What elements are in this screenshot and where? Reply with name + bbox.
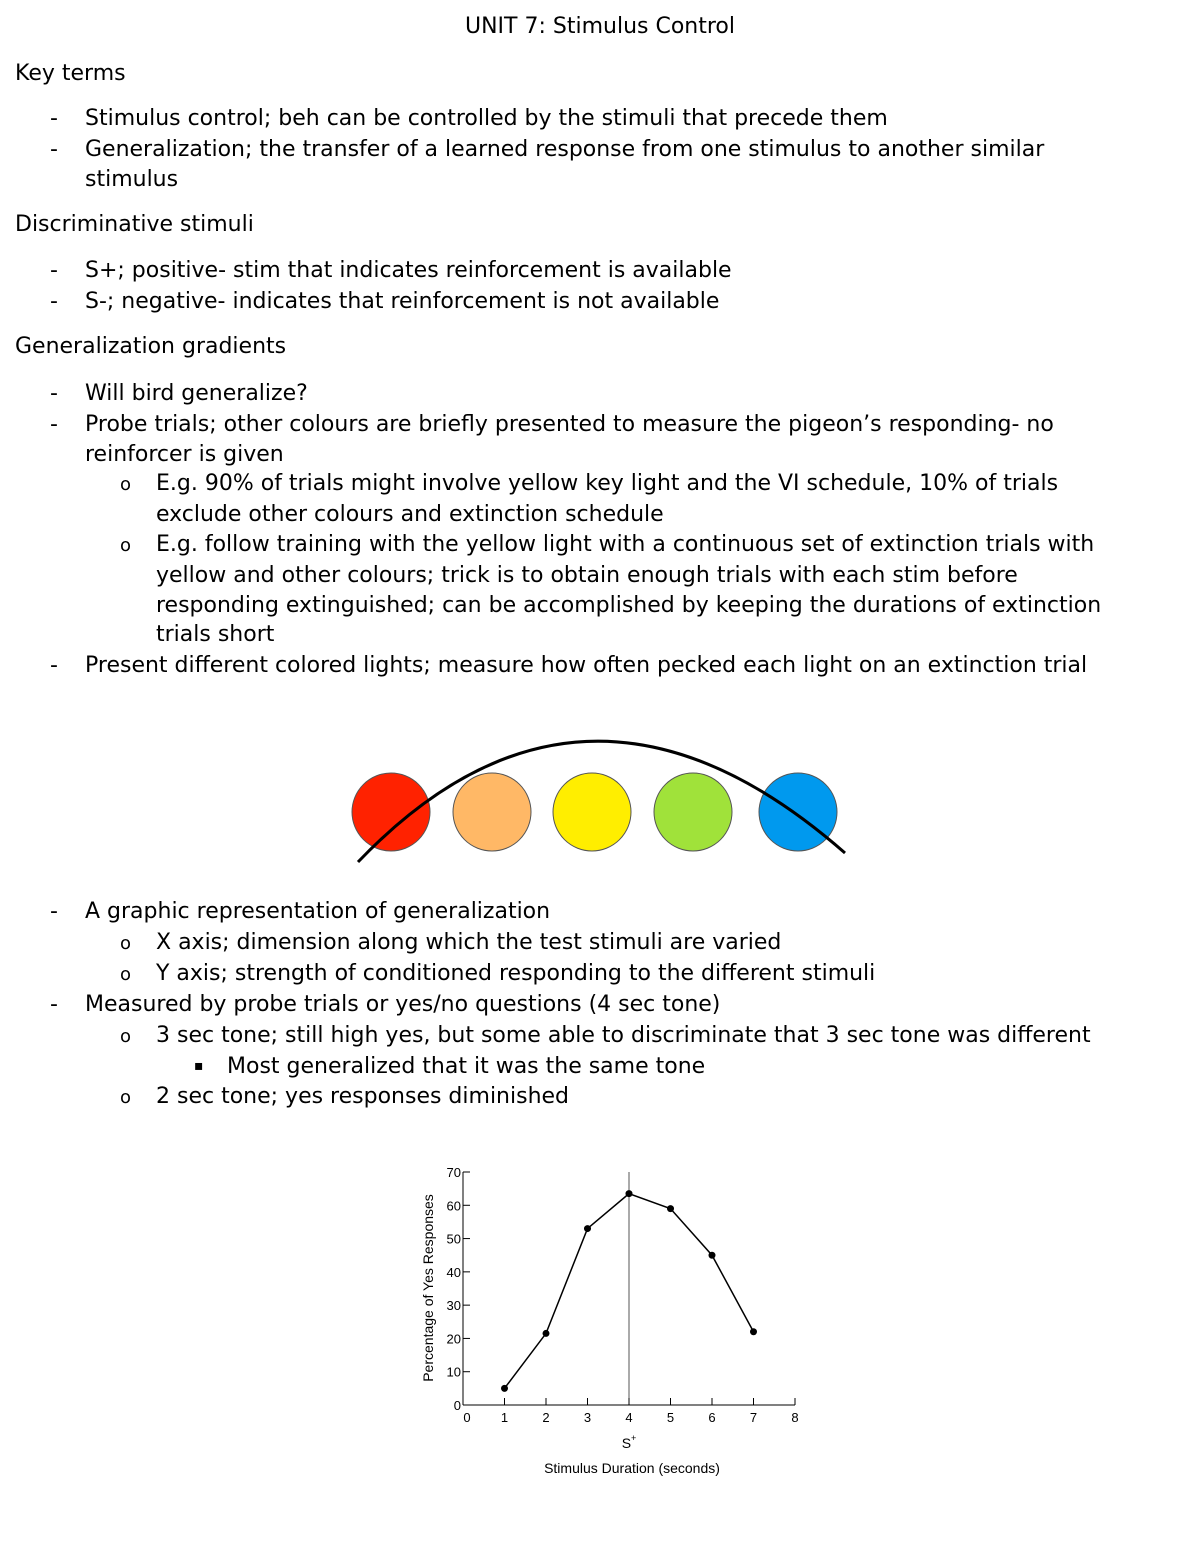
generalization-gradient-chart xyxy=(410,1155,830,1495)
light-orange xyxy=(453,773,531,851)
x-tick-label: 6 xyxy=(708,1410,716,1425)
list-item xyxy=(0,137,1200,165)
circle-marker: o xyxy=(120,1087,132,1108)
sub-list-item xyxy=(0,532,1200,560)
list-item-text: Will bird generalize? xyxy=(85,381,308,406)
list-item-text: S+; positive- stim that indicates reinforcement is available xyxy=(85,258,732,283)
sub-list-item xyxy=(0,961,1200,989)
x-tick-label: 3 xyxy=(583,1410,592,1425)
y-tick-label: 0 xyxy=(453,1398,461,1413)
page-title: UNIT 7: Stimulus Control xyxy=(465,14,735,39)
y-tick-label: 10 xyxy=(446,1364,461,1380)
data-point xyxy=(543,1330,550,1337)
s-plus-label: S+ xyxy=(621,1433,637,1451)
circle-marker: o xyxy=(120,933,132,954)
x-tick-label: 2 xyxy=(542,1410,550,1425)
list-item-text: Generalization; the transfer of a learned response from one stimulus to another similar xyxy=(85,137,1045,162)
x-tick-label: 4 xyxy=(625,1410,633,1425)
list-item-continuation: stimulus xyxy=(85,167,179,192)
heading-key-terms: Key terms xyxy=(15,61,126,86)
dash-marker: - xyxy=(50,412,58,437)
y-tick-label: 40 xyxy=(446,1264,461,1280)
y-axis-label: Percentage of Yes Responses xyxy=(420,1194,436,1382)
light-red xyxy=(352,773,430,851)
light-blue xyxy=(759,773,837,851)
sub-list-item-continuation: trials short xyxy=(156,622,275,647)
list-item xyxy=(0,289,1200,317)
y-tick-label: 50 xyxy=(446,1231,461,1247)
sub-list-item xyxy=(0,471,1200,499)
x-tick-label: 7 xyxy=(749,1410,758,1425)
dash-marker: - xyxy=(50,258,58,283)
sub-list-item-text: E.g. follow training with the yellow light with a continuous set of extinction trials with xyxy=(156,532,1095,557)
y-ticks xyxy=(447,1165,470,1413)
data-point xyxy=(584,1225,591,1232)
sub-list-item xyxy=(0,930,1200,958)
sub-list-item-continuation: exclude other colours and extinction schedule xyxy=(156,502,664,527)
list-item-text: Measured by probe trials or yes/no questions (4 sec tone) xyxy=(85,992,721,1017)
sub-list-item-text: E.g. 90% of trials might involve yellow key light and the VI schedule, 10% of trials xyxy=(156,471,1059,496)
y-tick-label: 70 xyxy=(446,1165,461,1180)
sub-list-item-continuation: responding extinguished; can be accomplished by keeping the durations of extinction xyxy=(156,593,1102,618)
data-point xyxy=(709,1252,716,1259)
x-ticks xyxy=(463,1398,799,1425)
colored-lights-figure xyxy=(340,705,860,875)
sub-list-item xyxy=(0,1084,1200,1112)
sub-list-item-text: X axis; dimension along which the test stimuli are varied xyxy=(156,930,782,955)
list-item-text: Present different colored lights; measure how often pecked each light on an extinction trial xyxy=(85,653,1088,678)
sub-list-item xyxy=(0,1023,1200,1051)
circle-marker: o xyxy=(120,474,132,495)
y-tick-label: 20 xyxy=(446,1331,461,1347)
list-item-text: A graphic representation of generalization xyxy=(85,899,551,924)
list-item xyxy=(0,653,1200,681)
dash-marker: - xyxy=(50,899,58,924)
list-item-text: S-; negative- indicates that reinforcement is not available xyxy=(85,289,720,314)
circle-marker: o xyxy=(120,964,132,985)
sub-list-item-continuation: yellow and other colours; trick is to obtain enough trials with each stim before xyxy=(156,563,1018,588)
dash-marker: - xyxy=(50,106,58,131)
list-item-text: Stimulus control; beh can be controlled by the stimuli that precede them xyxy=(85,106,888,131)
dash-marker: - xyxy=(50,381,58,406)
square-marker: ▪ xyxy=(194,1058,204,1074)
data-point xyxy=(667,1205,674,1212)
circle-marker: o xyxy=(120,535,132,556)
data-point xyxy=(750,1328,757,1335)
heading-generalization-gradients: Generalization gradients xyxy=(15,334,287,359)
dash-marker: - xyxy=(50,653,58,678)
circle-marker: o xyxy=(120,1026,132,1047)
list-item xyxy=(0,381,1200,409)
sub-list-item-text: 3 sec tone; still high yes, but some able to discriminate that 3 sec tone was different xyxy=(156,1023,1091,1048)
list-item xyxy=(0,992,1200,1020)
sub-list-item-text: 2 sec tone; yes responses diminished xyxy=(156,1084,570,1109)
x-tick-label: 8 xyxy=(791,1410,799,1425)
heading-discriminative-stimuli: Discriminative stimuli xyxy=(15,212,254,237)
data-point xyxy=(501,1385,508,1392)
sub-list-item-text: Y axis; strength of conditioned responding to the different stimuli xyxy=(156,961,876,986)
list-item xyxy=(0,258,1200,286)
x-axis-label: Stimulus Duration (seconds) xyxy=(544,1460,720,1476)
y-tick-label: 30 xyxy=(446,1298,461,1314)
list-item xyxy=(0,106,1200,134)
list-item-continuation: reinforcer is given xyxy=(85,442,284,467)
light-green xyxy=(654,773,732,851)
sub-sub-list-item-text: Most generalized that it was the same tone xyxy=(227,1054,706,1079)
data-point xyxy=(626,1190,633,1197)
list-item xyxy=(0,412,1200,440)
sub-sub-list-item xyxy=(0,1054,1200,1082)
dash-marker: - xyxy=(50,137,58,162)
x-tick-label: 0 xyxy=(463,1410,471,1425)
list-item-text: Probe trials; other colours are briefly presented to measure the pigeon’s responding- no xyxy=(85,412,1054,437)
dash-marker: - xyxy=(50,289,58,314)
list-item xyxy=(0,899,1200,927)
y-tick-label: 60 xyxy=(446,1198,461,1214)
dash-marker: - xyxy=(50,992,58,1017)
x-tick-label: 5 xyxy=(666,1410,675,1425)
light-yellow xyxy=(553,773,631,851)
x-tick-label: 1 xyxy=(500,1410,509,1425)
